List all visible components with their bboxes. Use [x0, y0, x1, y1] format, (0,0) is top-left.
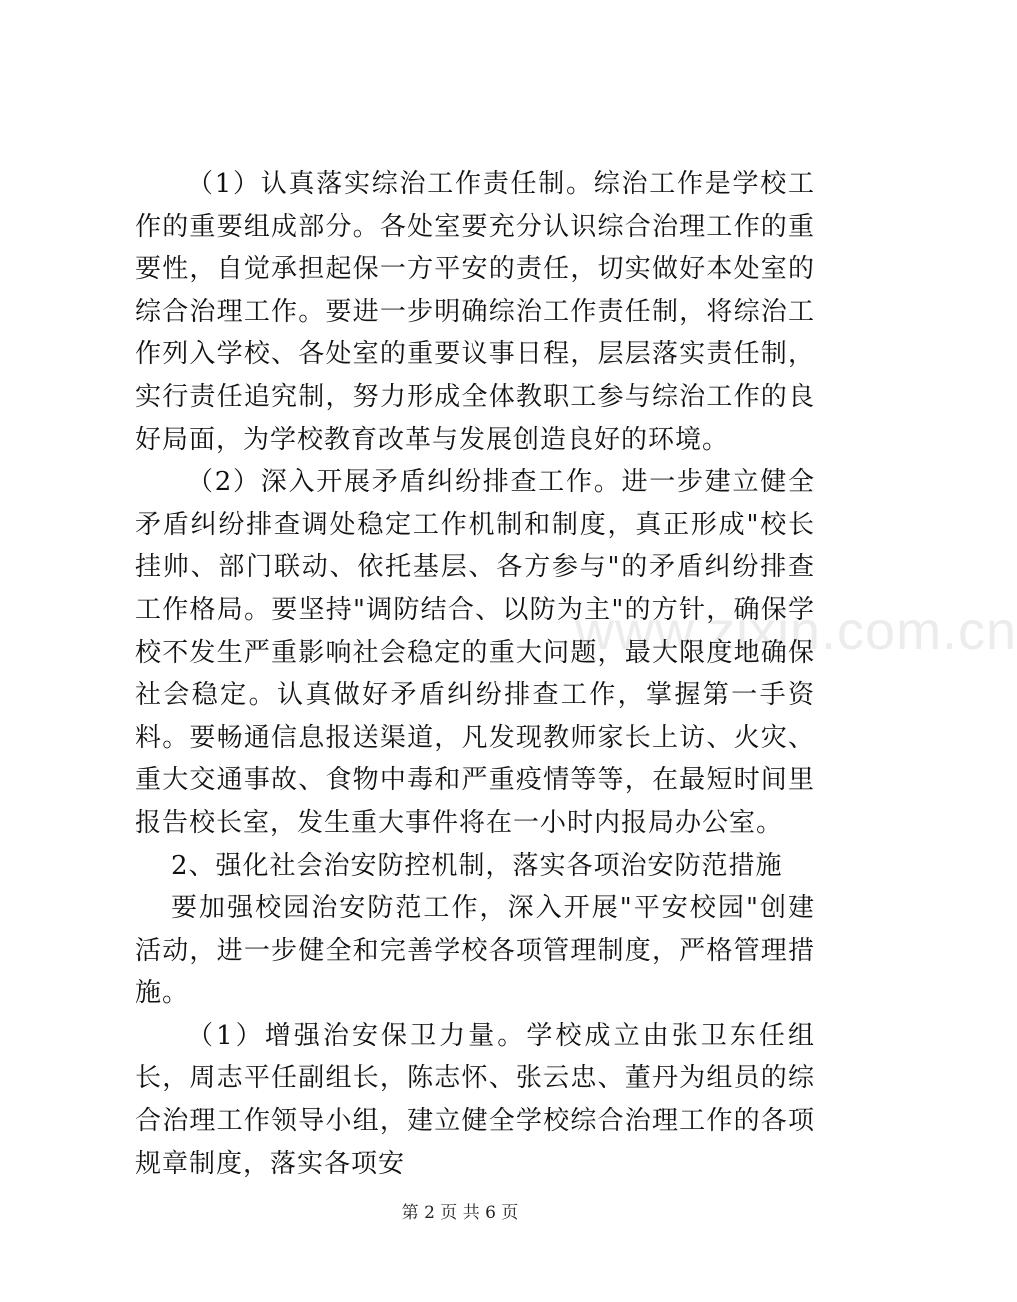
paragraph-responsibility-system: （1）认真落实综治工作责任制。综治工作是学校工作的重要组成部分。各处室要充分认识综合治理工作的重要性，自觉承担起保一方平安的责任，切实做好本处室的综合治理工作。要进一步明确综治工作责任制，将综治工作列入学校、各处室的重要议事日程，层层落实责任制，实行责任追究制，努力形成全体教职工参与综治工作的良好局面，为学校教育改革与发展创造良好的环境。 — [135, 169, 815, 455]
document-body — [135, 163, 815, 1185]
paragraph-dispute-screening: （2）深入开展矛盾纠纷排查工作。进一步建立健全矛盾纠纷排查调处稳定工作机制和制度，真正形成"校长挂帅、部门联动、依托基层、各方参与"的矛盾纠纷排查工作格局。要坚持"调防结合、以防为主"的方针，确保学校不发生严重影响社会稳定的重大问题，最大限度地确保社会稳定。认真做好矛盾纠纷排查工作，掌握第一手资料。要畅通信息报送渠道，凡发现教师家长上访、火灾、重大交通事故、食物中毒和严重疫情等等，在最短时间里报告校长室，发生重大事件将在一小时内报局办公室。 — [135, 467, 815, 838]
paragraph-campus-security: 要加强校园治安防范工作，深入开展"平安校园"创建活动，进一步健全和完善学校各项管理制度，严格管理措施。 — [135, 893, 815, 1009]
watermark: www.zixin.com.cn — [575, 601, 1017, 661]
page-footer: 第 2 页 共 6 页 — [401, 1203, 519, 1223]
paragraph-security-force: （1）增强治安保卫力量。学校成立由张卫东任组长，周志平任副组长，陈志怀、张云忠、董丹为组员的综合治理工作领导小组，建立健全学校综合治理工作的各项规章制度，落实各项安 — [135, 1020, 815, 1179]
section-heading-security-mechanism: 2、强化社会治安防控机制，落实各项治安防范措施 — [171, 850, 783, 881]
